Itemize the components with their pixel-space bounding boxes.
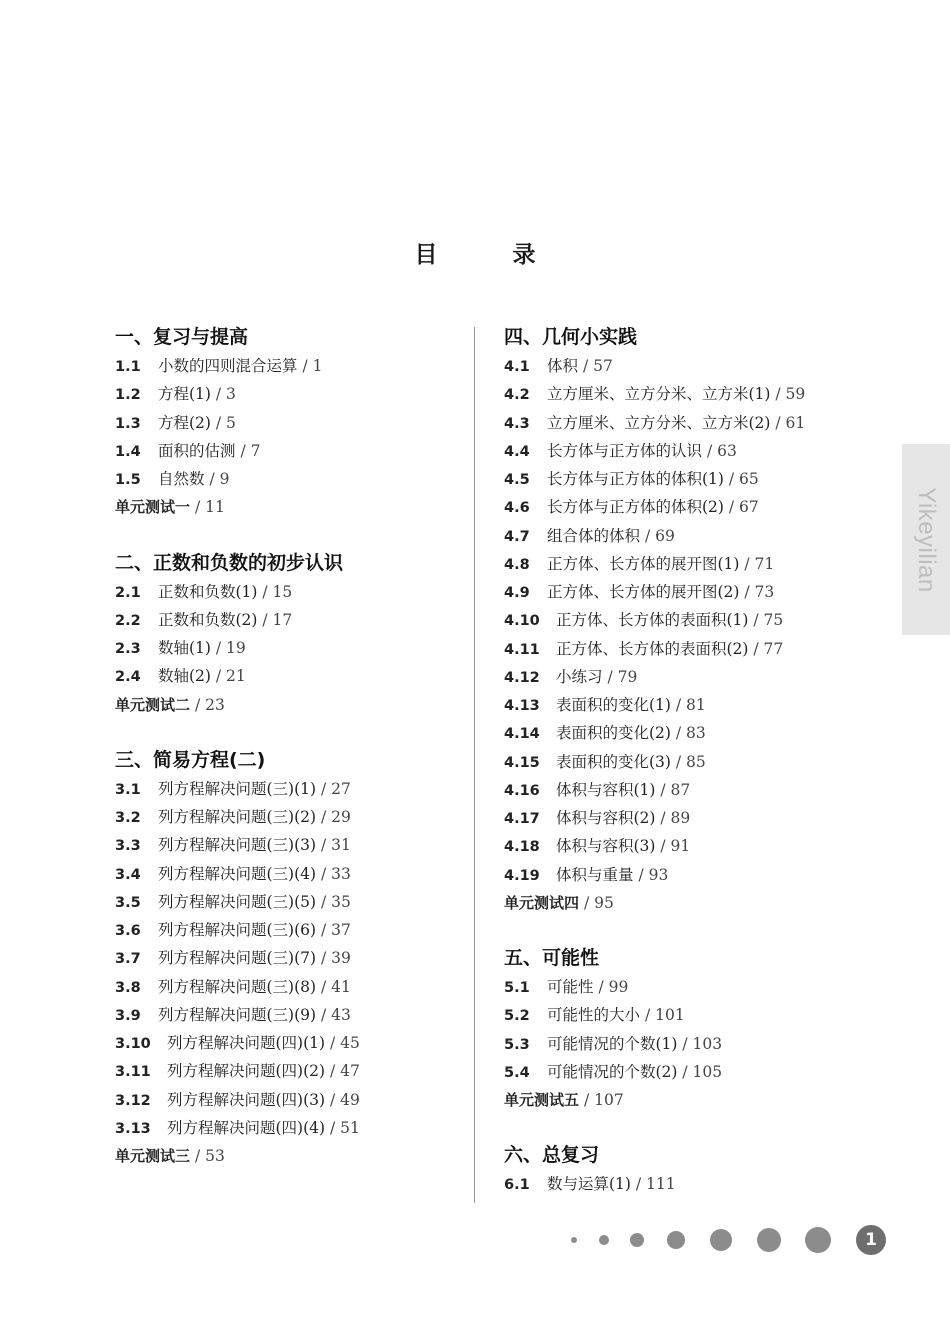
toc-entry[interactable] [115,860,455,888]
entry-title: 列方程解决问题(四)(3) [167,1090,326,1109]
entry-page: 85 [686,752,706,771]
entry-number: 1.2 [115,387,141,404]
page-separator: / [579,893,595,912]
entry-title: 长方体与正方体的体积(1) [547,470,724,488]
entry-number: 4.7 [504,528,530,545]
entry-title: 列方程解决问题(三)(6) [158,921,317,939]
entry-title: 列方程解决问题(三)(8) [158,977,317,996]
toc-entry[interactable] [504,522,884,550]
entry-page: 23 [205,695,225,714]
page-number: 1 [856,1225,886,1255]
entry-number: 4.9 [504,585,530,601]
entry-title: 面积的估测 [158,441,236,460]
page-separator: / [593,978,609,996]
entry-title: 立方厘米、立方分米、立方米(2) [547,413,771,432]
page-separator: / [655,809,671,827]
toc-entry[interactable] [115,634,455,662]
toc-entry[interactable] [504,832,884,860]
toc-entry[interactable] [115,578,455,606]
unit-test-title: 单元测试一 [115,498,191,517]
decor-dot-icon [571,1237,577,1243]
entry-page: 75 [763,611,784,630]
entry-number: 5.2 [504,1008,530,1025]
entry-number: 3.3 [115,838,141,855]
decor-dot-icon [630,1233,644,1247]
unit-test-title: 单元测试四 [504,893,580,912]
toc-entry[interactable] [115,409,455,437]
side-tab [902,444,950,635]
entry-number: 4.12 [504,669,540,686]
entry-title: 列方程解决问题(三)(3) [158,836,317,855]
entry-title: 列方程解决问题(三)(2) [158,808,317,826]
toc-entry[interactable] [504,1170,884,1198]
entry-page: 39 [331,949,351,968]
entry-number: 3.8 [115,979,141,996]
toc-entry[interactable] [115,380,455,408]
toc-entry[interactable] [504,748,884,776]
entry-number: 2.3 [115,641,141,657]
entry-page: 15 [272,582,293,601]
toc-entry[interactable] [504,973,884,1001]
entry-number: 4.16 [504,782,540,799]
entry-number: 3.2 [115,810,141,826]
entry-title: 数轴(1) [158,639,211,657]
toc-entry[interactable] [504,635,884,663]
page-separator: / [702,441,718,460]
toc-section [504,322,884,917]
page-separator: / [204,470,220,488]
toc-entry[interactable] [504,1030,884,1058]
entry-page: 17 [272,610,293,629]
entry-number: 1.5 [115,472,141,488]
entry-title: 长方体与正方体的认识 [547,441,703,460]
entry-title: 立方厘米、立方分米、立方米(1) [547,385,771,404]
entry-number: 3.13 [115,1120,151,1137]
page-separator: / [316,836,332,855]
entry-title: 体积 [547,357,579,375]
page-separator: / [748,639,764,658]
page-separator: / [670,696,687,714]
toc-entry[interactable] [115,944,455,972]
entry-number: 4.4 [504,443,530,460]
entry-title: 列方程解决问题(三)(9) [158,1005,317,1024]
page-separator: / [739,583,755,601]
page-separator: / [723,470,740,488]
toc-section [115,548,455,719]
entry-number: 3.9 [115,1007,141,1024]
entry-page: 105 [692,1062,723,1081]
unit-test-title: 单元测试二 [115,695,191,714]
entry-page: 37 [331,921,351,939]
entry-number: 3.7 [115,951,141,968]
page-separator: / [297,357,313,375]
entry-number: 4.15 [504,754,540,771]
entry-page: 69 [655,526,675,545]
toc-entry[interactable] [504,465,884,493]
entry-number: 4.18 [504,839,540,856]
page-title: 目 录 [414,242,562,268]
page-separator: / [210,385,227,404]
toc-entry[interactable] [504,663,884,691]
toc-entry[interactable] [115,831,455,859]
entry-title: 可能性 [547,978,594,996]
entry-number: 6.1 [504,1177,530,1194]
entry-title: 方程(2) [158,413,211,432]
entry-title: 可能情况的个数(1) [547,1034,678,1053]
entry-page: 107 [594,1091,624,1109]
toc-entry[interactable] [504,861,884,889]
entry-number: 1.4 [115,443,141,460]
entry-number: 4.6 [504,500,530,517]
page-separator: / [677,1034,693,1053]
entry-title: 体积与重量 [556,865,634,884]
page-separator: / [190,1147,206,1165]
entry-page: 45 [340,1034,360,1052]
entry-page: 19 [226,639,246,657]
toc-section [115,745,455,1171]
entry-number: 2.2 [115,612,141,629]
entry-page: 81 [686,696,706,714]
unit-test-entry[interactable] [504,1086,884,1114]
page-separator: / [325,1118,341,1137]
entry-number: 4.17 [504,811,540,827]
entry-title: 可能情况的个数(2) [547,1062,678,1081]
page-separator: / [210,667,227,686]
entry-page: 41 [331,977,351,996]
entry-page: 83 [686,724,706,743]
entry-number: 5.3 [504,1036,530,1053]
entry-title: 表面积的变化(1) [556,696,671,714]
toc-entry[interactable] [504,578,884,606]
entry-title: 正方体、长方体的表面积(2) [556,639,749,658]
entry-number: 4.19 [504,867,540,884]
entry-title: 列方程解决问题(四)(2) [167,1062,326,1081]
decor-dot-icon [599,1235,609,1245]
entry-page: 87 [670,780,691,799]
entry-page: 101 [655,1006,685,1025]
side-tab-label: Yikeyilian [913,486,940,593]
page-separator: / [655,837,671,856]
entry-page: 49 [340,1090,360,1109]
entry-title: 体积与容积(2) [556,809,656,827]
toc-entry[interactable] [115,1086,455,1114]
page-separator: / [316,949,332,968]
toc-section [115,322,455,522]
toc-entry[interactable] [504,691,884,719]
entry-number: 3.10 [115,1036,151,1052]
decor-dot-icon [805,1227,831,1253]
entry-page: 47 [340,1062,360,1081]
entry-number: 4.8 [504,556,530,573]
page-separator: / [325,1034,341,1052]
section-title: 二、正数和负数的初步认识 [115,551,344,574]
entry-title: 小练习 [556,667,603,686]
page-separator: / [235,441,251,460]
page-separator: / [670,724,687,743]
entry-title: 列方程解决问题(四)(1) [167,1034,326,1052]
entry-number: 3.5 [115,894,141,911]
entry-number: 3.11 [115,1064,151,1081]
entry-page: 33 [331,864,351,883]
entry-title: 自然数 [158,470,205,488]
toc-entry[interactable] [115,1029,455,1057]
page-separator: / [579,1091,595,1109]
entry-page: 29 [331,808,351,826]
toc-entry[interactable] [115,465,455,493]
entry-page: 111 [646,1175,676,1194]
entry-title: 长方体与正方体的体积(2) [547,498,724,517]
entry-number: 4.11 [504,641,540,658]
entry-page: 51 [340,1118,360,1137]
page-separator: / [316,808,332,826]
page-separator: / [316,864,332,883]
toc-entry[interactable] [504,776,884,804]
page-separator: / [210,413,227,432]
unit-test-entry[interactable] [115,691,455,719]
decor-dot-icon [757,1228,781,1252]
toc-section [504,1140,884,1198]
page-separator: / [190,695,206,714]
page-separator: / [316,892,332,911]
entry-title: 正方体、长方体的表面积(1) [556,611,749,630]
unit-test-title: 单元测试五 [504,1091,580,1109]
entry-title: 正方体、长方体的展开图(1) [547,554,740,573]
toc-entry[interactable] [504,380,884,408]
entry-title: 组合体的体积 [547,526,641,545]
toc-entry[interactable] [115,916,455,944]
page-separator: / [257,610,273,629]
entry-title: 数轴(2) [158,667,211,686]
page-separator: / [770,413,786,432]
toc-entry[interactable] [504,550,884,578]
entry-page: 7 [250,441,261,460]
page-separator: / [316,1005,332,1024]
entry-page: 65 [739,470,759,488]
toc-entry[interactable] [115,606,455,634]
toc-entry[interactable] [504,606,884,634]
page-separator: / [316,977,332,996]
entry-page: 11 [205,498,225,517]
page-separator: / [670,752,687,771]
decor-dot-icon [710,1229,732,1251]
entry-page: 93 [648,865,669,884]
toc-entry[interactable] [115,437,455,465]
entry-page: 53 [205,1147,225,1165]
page-separator: / [633,865,649,884]
toc-entry[interactable] [115,888,455,916]
entry-number: 3.6 [115,923,141,939]
toc-entry[interactable] [504,1058,884,1086]
entry-page: 43 [331,1005,351,1024]
entry-number: 5.4 [504,1064,530,1081]
toc-entry[interactable] [504,437,884,465]
page-separator: / [602,667,618,686]
page-separator: / [770,385,786,404]
entry-title: 可能性的大小 [547,1006,641,1025]
page-separator: / [316,921,332,939]
toc-entry[interactable] [115,973,455,1001]
entry-page: 31 [331,836,351,855]
toc-entry[interactable] [504,409,884,437]
entry-title: 体积与容积(1) [556,780,656,799]
unit-test-entry[interactable] [504,889,884,917]
section-title: 五、可能性 [504,947,600,969]
entry-number: 3.12 [115,1092,151,1109]
entry-number: 4.5 [504,472,530,488]
toc-entry[interactable] [504,493,884,521]
entry-number: 4.13 [504,698,540,714]
page-separator: / [640,526,656,545]
entry-title: 列方程解决问题(三)(5) [158,892,317,911]
toc-entry[interactable] [504,804,884,832]
entry-page: 59 [785,385,806,404]
entry-title: 正方体、长方体的展开图(2) [547,583,740,601]
entry-number: 5.1 [504,980,530,996]
entry-page: 27 [331,779,351,798]
entry-page: 57 [593,357,613,375]
toc-entry[interactable] [115,803,455,831]
entry-title: 列方程解决问题(三)(4) [158,864,317,883]
entry-page: 35 [331,892,351,911]
toc-left-column [115,322,455,1196]
toc-right-column [504,322,884,1225]
entry-title: 数与运算(1) [547,1175,631,1194]
page-separator: / [325,1062,341,1081]
column-divider [474,327,475,1203]
entry-page: 77 [763,639,784,658]
entry-title: 小数的四则混合运算 [158,357,298,375]
page-separator: / [257,582,273,601]
unit-test-entry[interactable] [115,1142,455,1170]
entry-page: 89 [670,809,691,827]
entry-number: 4.1 [504,359,530,375]
toc-section [504,943,884,1114]
toc-entry[interactable] [115,1057,455,1085]
toc-entry[interactable] [504,719,884,747]
entry-number: 1.3 [115,415,141,432]
entry-number: 4.3 [504,415,530,432]
entry-number: 2.4 [115,669,141,686]
toc-entry[interactable] [504,352,884,380]
page-separator: / [748,611,764,630]
entry-number: 4.10 [504,613,540,630]
entry-number: 4.14 [504,726,540,743]
entry-page: 21 [226,667,246,686]
toc-entry[interactable] [115,775,455,803]
entry-page: 9 [219,470,230,488]
entry-page: 1 [312,357,323,375]
page-separator: / [325,1090,341,1109]
entry-page: 71 [754,554,775,573]
entry-title: 正数和负数(1) [158,582,258,601]
page-separator: / [640,1006,656,1025]
toc-entry[interactable] [115,352,455,380]
entry-page: 99 [608,978,629,996]
entry-page: 73 [754,583,775,601]
entry-page: 3 [226,385,236,404]
unit-test-entry[interactable] [115,493,455,521]
section-title: 一、复习与提高 [115,326,249,348]
entry-number: 4.2 [504,387,530,404]
toc-entry[interactable] [115,662,455,690]
entry-title: 列方程解决问题(三)(1) [158,779,317,798]
page-separator: / [210,639,227,657]
entry-page: 91 [670,837,691,856]
toc-entry[interactable] [115,1001,455,1029]
page-separator: / [677,1062,693,1081]
entry-title: 体积与容积(3) [556,837,656,856]
toc-entry[interactable] [115,1114,455,1142]
entry-title: 正数和负数(2) [158,610,258,629]
page-separator: / [190,498,206,517]
entry-title: 表面积的变化(3) [556,752,671,771]
entry-title: 表面积的变化(2) [556,724,671,743]
entry-title: 列方程解决问题(四)(4) [167,1118,326,1137]
entry-title: 方程(1) [158,385,211,404]
entry-page: 79 [617,667,638,686]
entry-page: 63 [717,441,737,460]
page-separator: / [655,780,671,799]
entry-number: 1.1 [115,359,141,375]
decor-dot-icon [667,1231,685,1249]
entry-page: 67 [739,498,759,517]
section-title: 三、简易方程(二) [115,748,266,771]
section-title: 四、几何小实践 [504,326,638,348]
page-separator: / [723,498,740,517]
page-separator: / [316,779,332,798]
page-separator: / [630,1175,647,1194]
entry-page: 103 [692,1034,723,1053]
entry-page: 61 [785,413,806,432]
entry-number: 3.4 [115,866,141,883]
section-title: 六、总复习 [504,1144,600,1167]
page-separator: / [739,554,755,573]
toc-entry[interactable] [504,1001,884,1029]
entry-number: 3.1 [115,781,141,798]
entry-title: 列方程解决问题(三)(7) [158,949,317,968]
unit-test-title: 单元测试三 [115,1147,191,1165]
page-separator: / [578,357,594,375]
entry-number: 2.1 [115,584,141,601]
entry-page: 95 [594,893,614,912]
entry-page: 5 [226,413,236,432]
